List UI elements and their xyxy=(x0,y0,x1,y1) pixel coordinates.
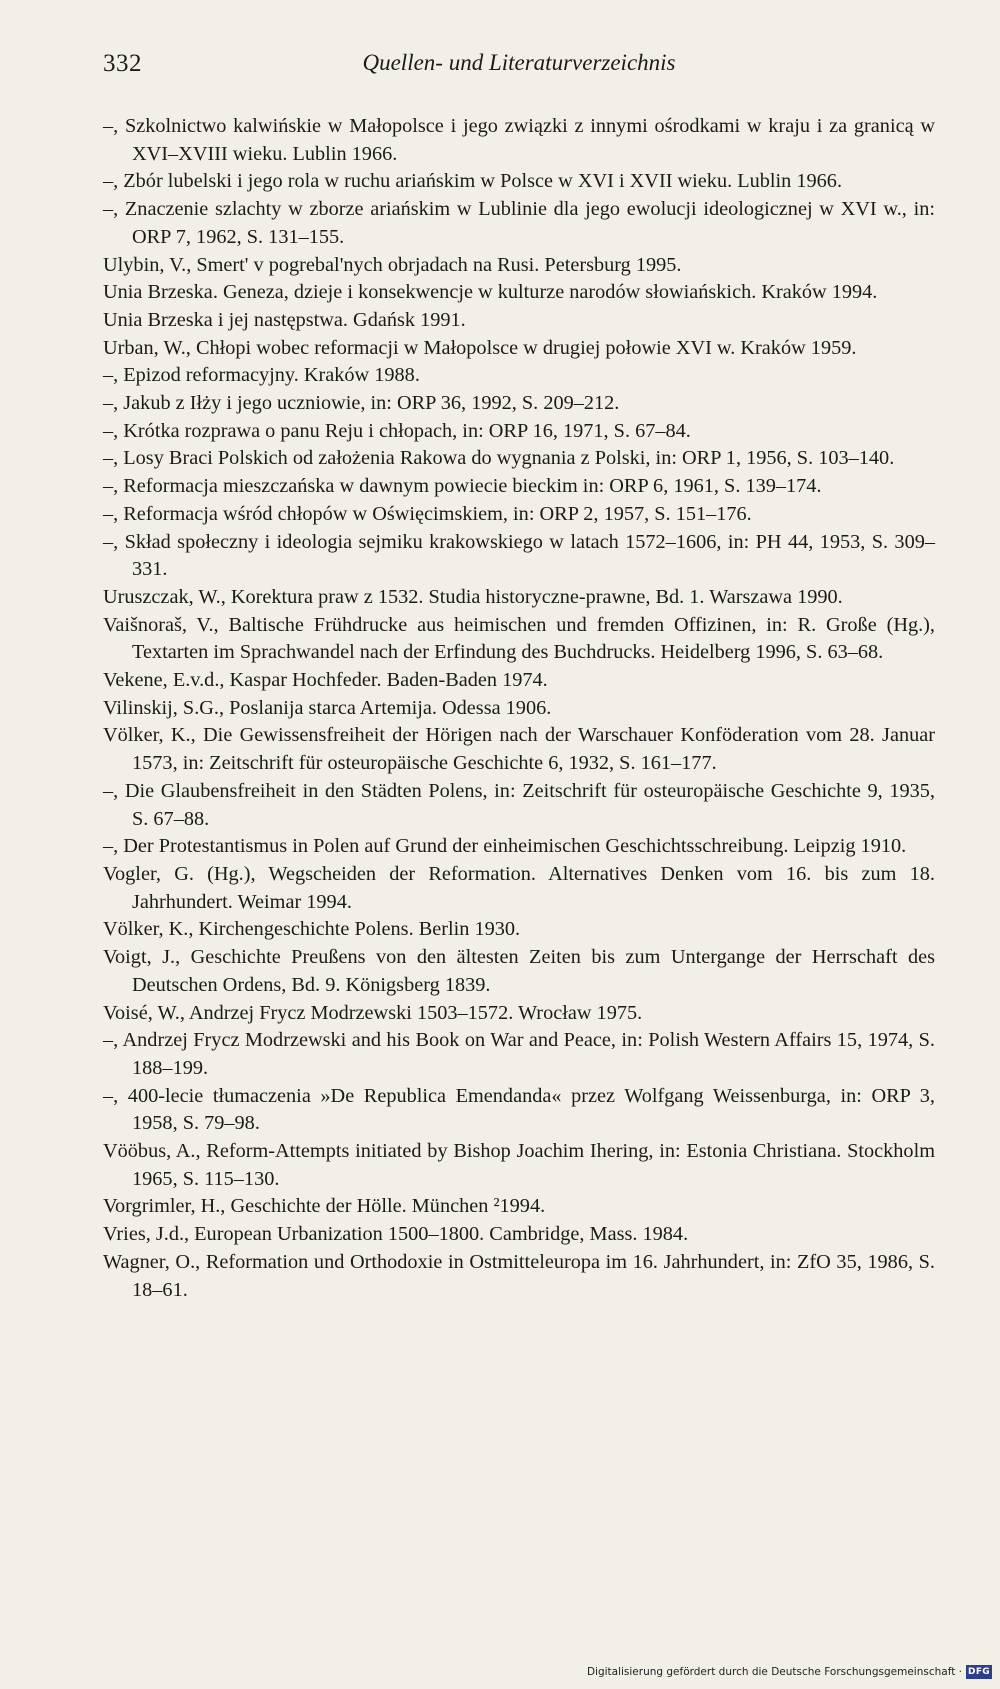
running-title: Quellen- und Literaturverzeichnis xyxy=(362,50,676,75)
bibliography-entry: –, Die Glaubensfreiheit in den Städten Polens, in: Zeitschrift für osteuropäische Geschichte 9, 1935, S. 67–88. xyxy=(103,779,935,830)
bibliography-entry: –, Andrzej Frycz Modrzewski and his Book on War and Peace, in: Polish Western Affairs 15, 1974, S. 188–199. xyxy=(103,1029,935,1079)
bibliography-entry: –, Skład społeczny i ideologia sejmiku krakowskiego w latach 1572–1606, in: PH 44, 1953, S. 309–331. xyxy=(103,530,935,581)
bibliography-entry: –, Szkolnictwo kalwińskie w Małopolsce i jego związki z innymi ośrodkami w kraju i za granicą w XVI–XVIII wieku. Lublin 1966. xyxy=(103,115,935,165)
footer-text: Digitalisierung gefördert durch die Deutsche Forschungsgemeinschaft · xyxy=(586,1666,962,1678)
bibliography-entry: –, Znaczenie szlachty w zborze ariańskim w Lublinie dla jego ewolucji ideologicznej w XVI w., in: ORP 7, 1962, S. 131–155. xyxy=(103,198,935,248)
bibliography-entry: Vorgrimler, H., Geschichte der Hölle. München ²1994. xyxy=(103,1195,546,1218)
bibliography-entry: Urban, W., Chłopi wobec reformacji w Małopolsce w drugiej połowie XVI w. Kraków 1959. xyxy=(103,336,857,359)
bibliography-entry: Vööbus, A., Reform-Attempts initiated by Bishop Joachim Ihering, in: Estonia Christiana. Stockholm 1965, S. 115–130. xyxy=(103,1140,935,1190)
bibliography-entry: Uruszczak, W., Korektura praw z 1532. Studia historyczne-prawne, Bd. 1. Warszawa 1990. xyxy=(103,585,843,608)
bibliography-entry: –, Jakub z Iłży i jego uczniowie, in: ORP 36, 1992, S. 209–212. xyxy=(103,392,620,415)
bibliography-entry: Vilinskij, S.G., Poslanija starca Artemija. Odessa 1906. xyxy=(103,696,552,719)
bibliography-entry: –, Reformacja wśród chłopów w Oświęcimskiem, in: ORP 2, 1957, S. 151–176. xyxy=(103,502,752,525)
bibliography-entry: –, Losy Braci Polskich od założenia Rakowa do wygnania z Polski, in: ORP 1, 1956, S. 103–140. xyxy=(103,447,895,470)
dfg-logo: DFG xyxy=(966,1665,992,1679)
bibliography-entry: Vekene, E.v.d., Kaspar Hochfeder. Baden-Baden 1974. xyxy=(103,669,548,692)
bibliography-entry: –, Reformacja mieszczańska w dawnym powiecie bieckim in: ORP 6, 1961, S. 139–174. xyxy=(103,475,822,498)
bibliography-entry: Vries, J.d., European Urbanization 1500–1800. Cambridge, Mass. 1984. xyxy=(103,1223,689,1246)
bibliography-entry: Wagner, O., Reformation und Orthodoxie in Ostmitteleuropa im 16. Jahrhundert, in: ZfO 35, 1986, S. 18–61. xyxy=(103,1250,935,1301)
bibliography-entry: Voigt, J., Geschichte Preußens von den ältesten Zeiten bis zum Untergange der Herrschaft des Deutschen Ordens, Bd. 9. Königsberg 1839. xyxy=(103,946,935,996)
bibliography-list xyxy=(103,113,935,1304)
digitization-footer xyxy=(587,1663,992,1681)
bibliography-entry: Vaišnoraš, V., Baltische Frühdrucke aus heimischen und fremden Offizinen, in: R. Große (Hg.), Textarten im Sprachwandel nach der Erfindung des Buchdrucks. Heidelberg 1996, S. 63–68. xyxy=(103,613,935,664)
bibliography-entry: Völker, K., Die Gewissensfreiheit der Hörigen nach der Warschauer Konföderation vom 28. Januar 1573, in: Zeitschrift für osteuropäische Geschichte 6, 1932, S. 161–177. xyxy=(103,724,935,775)
bibliography-entry: –, Krótka rozprawa o panu Reju i chłopach, in: ORP 16, 1971, S. 67–84. xyxy=(103,419,691,442)
bibliography-entry: Völker, K., Kirchengeschichte Polens. Berlin 1930. xyxy=(103,918,521,941)
bibliography-entry: –, 400-lecie tłumaczenia »De Republica Emendanda« przez Wolfgang Weissenburga, in: ORP 3, 1958, S. 79–98. xyxy=(103,1084,935,1135)
bibliography-entry: Unia Brzeska i jej następstwa. Gdańsk 1991. xyxy=(103,308,466,331)
bibliography-entry: –, Epizod reformacyjny. Kraków 1988. xyxy=(103,364,420,387)
bibliography-entry: Ulybin, V., Smert' v pogrebal'nych obrjadach na Rusi. Petersburg 1995. xyxy=(103,253,682,276)
page-number: 332 xyxy=(103,50,142,77)
page-header xyxy=(103,50,935,86)
bibliography-entry: Vogler, G. (Hg.), Wegscheiden der Reformation. Alternatives Denken vom 16. bis zum 18. Jahrhundert. Weimar 1994. xyxy=(103,862,935,913)
bibliography-entry: –, Zbór lubelski i jego rola w ruchu ariańskim w Polsce w XVI i XVII wieku. Lublin 1966. xyxy=(103,170,843,193)
bibliography-entry: Voisé, W., Andrzej Frycz Modrzewski 1503–1572. Wrocław 1975. xyxy=(103,1001,643,1024)
bibliography-entry: –, Der Protestantismus in Polen auf Grund der einheimischen Geschichtsschreibung. Leipzig 1910. xyxy=(103,835,907,858)
bibliography-entry: Unia Brzeska. Geneza, dzieje i konsekwencje w kulturze narodów słowiańskich. Kraków 1994. xyxy=(103,281,878,304)
